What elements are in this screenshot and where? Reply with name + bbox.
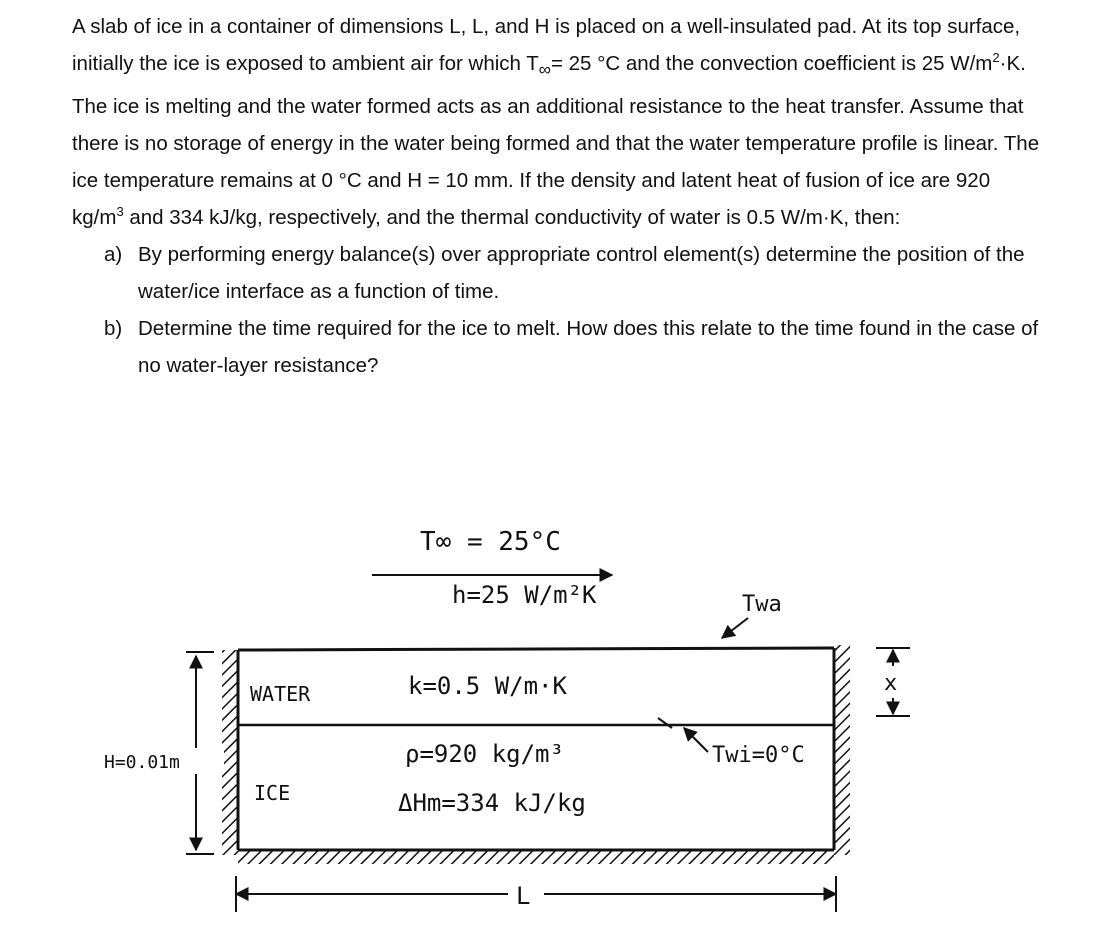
- x-dimension-label: x: [884, 671, 898, 696]
- left-wall-hatch: [222, 650, 238, 855]
- problem-statement: [72, 8, 1042, 384]
- right-wall-hatch: [834, 645, 850, 855]
- bottom-pad-hatch: [238, 850, 834, 864]
- part-marker: b): [104, 317, 123, 341]
- t-inf-label: T∞ = 25°C: [420, 527, 561, 557]
- part-text: By performing energy balance(s) over appropriate control element(s) determine the position of the water/ice interface as a function of time.: [138, 243, 1025, 304]
- ice-slab-diagram: [0, 500, 1103, 932]
- dh-latent-heat-label: ΔHm=334 kJ/kg: [398, 789, 586, 817]
- l-dimension-label: L: [516, 882, 531, 910]
- t-wi-label: Twi=0°C: [712, 743, 805, 768]
- water-surface: [238, 648, 834, 650]
- h-dimension-label: H=0.01m: [104, 752, 180, 773]
- k-conductivity-label: k=0.5 W/m·K: [408, 672, 567, 700]
- t-wa-label: Twa: [742, 592, 782, 617]
- part-a: [72, 236, 1042, 310]
- ice-label: ICE: [254, 781, 291, 805]
- part-text: Determine the time required for the ice to melt. How does this relate to the time found in the case of no water-layer resistance?: [138, 317, 1039, 378]
- part-marker: a): [104, 243, 123, 267]
- t-wi-pointer: [684, 728, 708, 752]
- h-coefficient-label: h=25 W/m²K: [452, 581, 597, 609]
- problem-parts: [72, 236, 1042, 384]
- problem-paragraph: A slab of ice in a container of dimensions L, L, and H is placed on a well-insulated pad. At its top surface, initially the ice is exposed to ambient air for which $T_\infty= 25$ °C and the convection coefficient is 25 $W/m^2\cdot K$. The ice is melting and the water formed acts as an additional resistance to the heat transfer. Assume that there is no storage of energy in the water being formed and that the water temperature profile is linear. The ice temperature remains at 0 °C and H = 10 mm. If the density and latent heat of fusion of ice are 920 $kg/m^3$ and 334 kJ/kg, respectively, and the thermal conductivity of water is 0.5 W/m·K, then:: [72, 15, 1040, 230]
- rho-density-label: ρ=920 kg/m³: [405, 740, 564, 768]
- interface-pointer-short: [658, 718, 672, 728]
- water-label: WATER: [250, 682, 311, 706]
- part-b: [72, 310, 1042, 384]
- t-wa-pointer: [722, 618, 748, 638]
